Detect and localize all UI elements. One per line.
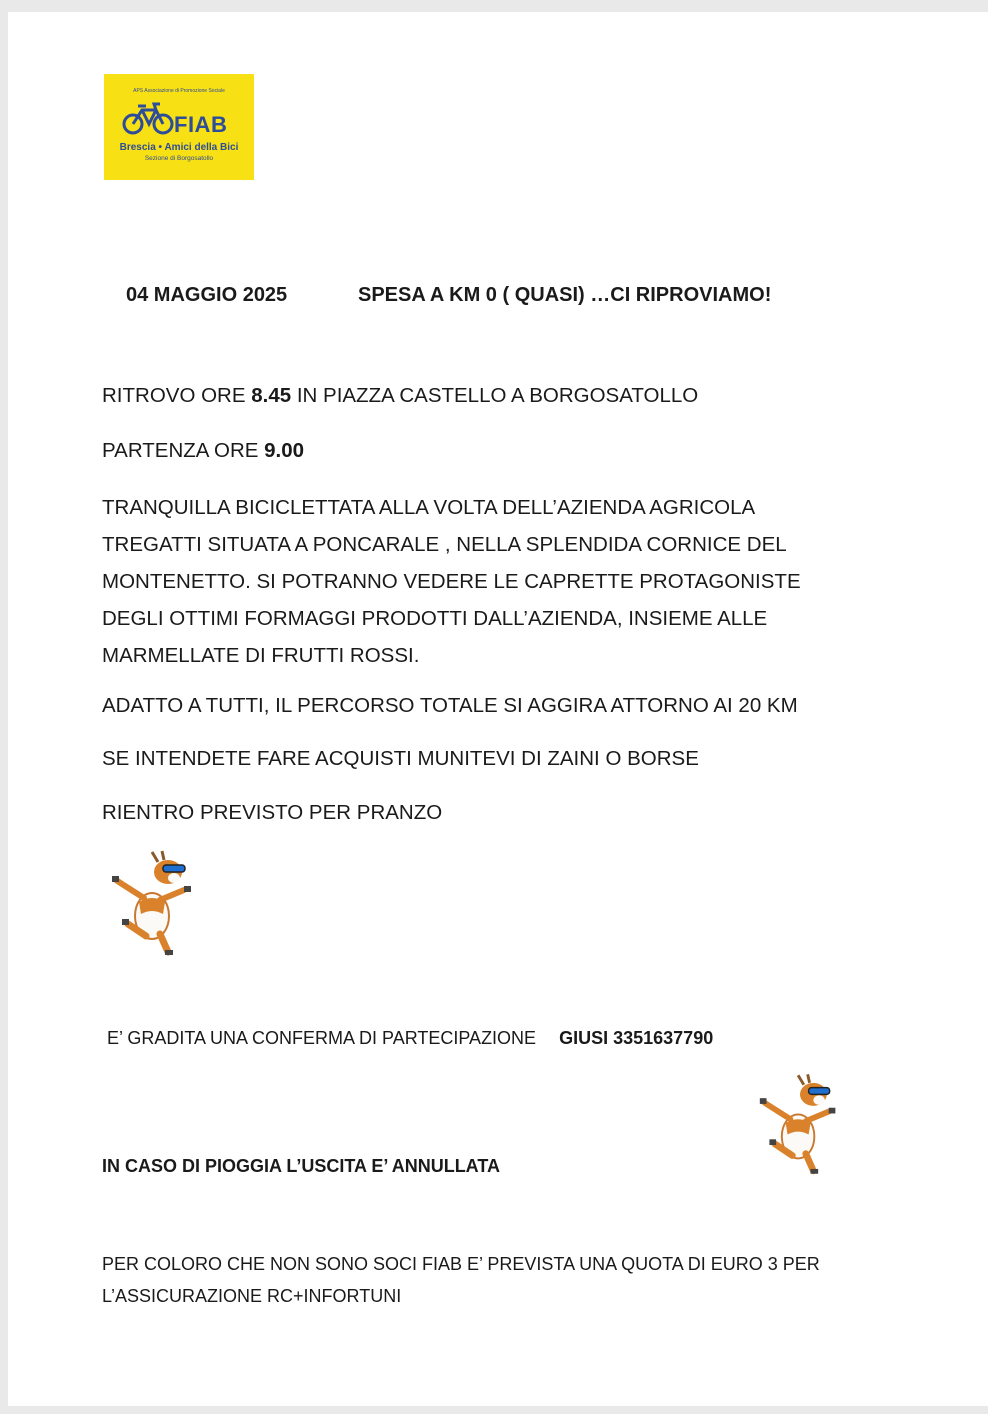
meeting-time: 8.45 xyxy=(251,384,292,407)
flyer-page xyxy=(8,12,988,1406)
description-line: MONTENETTO. SI POTRANNO VEDERE LE CAPRETTE PROTAGONISTE xyxy=(102,570,801,593)
dancing-goat-icon xyxy=(108,850,200,956)
departure-time: 9.00 xyxy=(264,439,305,462)
description-line: TREGATTI SITUATA A PONCARALE , NELLA SPLENDIDA CORNICE DEL xyxy=(102,533,787,556)
route-line: ADATTO A TUTTI, IL PERCORSO TOTALE SI AGGIRA ATTORNO AI 20 KM xyxy=(102,694,798,717)
bicycle-icon xyxy=(122,98,176,138)
return-line: RIENTRO PREVISTO PER PRANZO xyxy=(102,801,443,824)
fee-line: PER COLORO CHE NON SONO SOCI FIAB E’ PREVISTA UNA QUOTA DI EURO 3 PER xyxy=(102,1254,820,1274)
logo-line2: Sezione di Borgosatollo xyxy=(144,155,214,162)
logo-line1: Brescia • Amici della Bici xyxy=(119,142,239,153)
description-line: MARMELLATE DI FRUTTI ROSSI. xyxy=(102,644,420,667)
description-line: DEGLI OTTIMI FORMAGGI PRODOTTI DALL’AZIENDA, INSIEME ALLE xyxy=(102,607,768,630)
meeting-prefix: RITROVO ORE xyxy=(102,384,252,407)
event-date: 04 MAGGIO 2025 xyxy=(126,284,288,306)
fiab-logo xyxy=(104,74,254,180)
departure-line xyxy=(102,439,304,463)
logo-brand: FIAB xyxy=(174,112,228,137)
description-paragraph xyxy=(102,489,801,674)
dancing-goat-icon xyxy=(756,1072,844,1176)
confirmation-line xyxy=(107,1028,713,1049)
fee-line: L’ASSICURAZIONE RC+INFORTUNI xyxy=(102,1286,402,1306)
confirmation-contact: GIUSI 3351637790 xyxy=(559,1028,714,1048)
bags-line: SE INTENDETE FARE ACQUISTI MUNITEVI DI ZAINI O BORSE xyxy=(102,747,699,770)
confirmation-text: E’ GRADITA UNA CONFERMA DI PARTECIPAZIONE xyxy=(107,1028,537,1048)
description-line: TRANQUILLA BICICLETTATA ALLA VOLTA DELL’AZIENDA AGRICOLA xyxy=(102,496,756,519)
event-title: SPESA A KM 0 ( QUASI) …CI RIPROVIAMO! xyxy=(358,284,772,306)
rain-notice: IN CASO DI PIOGGIA L’USCITA E’ ANNULLATA xyxy=(102,1156,501,1176)
meeting-line xyxy=(102,384,698,408)
meeting-suffix: IN PIAZZA CASTELLO A BORGOSATOLLO xyxy=(291,384,699,407)
logo-tagline: APS Associazione di Promozione Sociale xyxy=(133,88,225,94)
departure-prefix: PARTENZA ORE xyxy=(102,439,265,462)
